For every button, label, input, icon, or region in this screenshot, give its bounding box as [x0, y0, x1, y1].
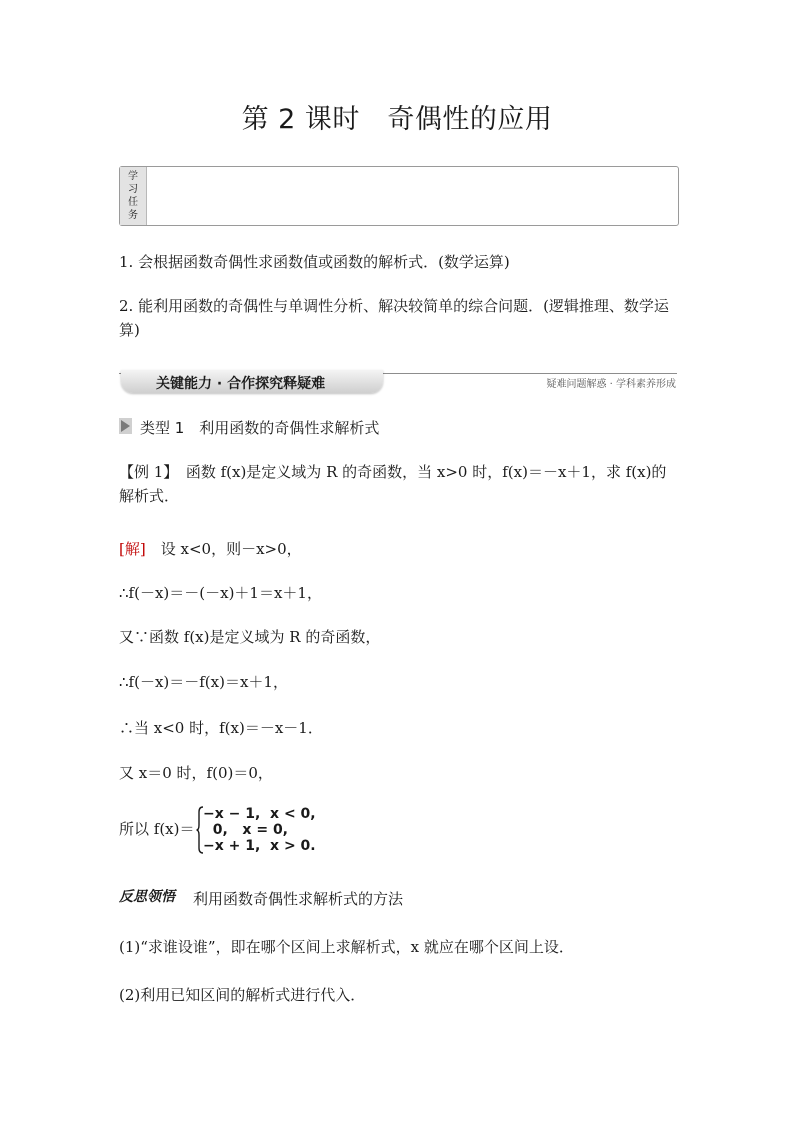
play-icon — [121, 420, 130, 432]
solution-line-3: 又∵函数 f(x)是定义域为 R 的奇函数， — [119, 628, 381, 646]
learning-task-box — [119, 166, 679, 226]
piecewise-prefix: 所以 f(x)＝ — [119, 820, 195, 838]
case-2: 0, x = 0, — [203, 822, 288, 838]
solution-line-2: ∴f(－x)＝－(－x)＋1＝x＋1， — [119, 584, 322, 602]
learning-task-label: 学习任务 — [120, 167, 147, 225]
task-item-1: 1. 会根据函数奇偶性求函数值或函数的解析式．(数学运算) — [119, 253, 510, 271]
solution-line-1 — [119, 537, 677, 561]
solution-line-4: ∴f(－x)＝－f(x)＝x＋1， — [119, 673, 288, 691]
page-title: 第 2 课时 奇偶性的应用 — [241, 104, 553, 135]
case-3: −x + 1, x > 0. — [203, 838, 316, 854]
piecewise-cases — [203, 806, 316, 854]
solution-label: [解] — [119, 540, 146, 558]
example-label: 【例 1】 — [119, 463, 171, 481]
example-text: 函数 f(x)是定义域为 R 的奇函数，当 x>0 时，f(x)＝－x＋1，求 f(x)的解析式． — [119, 463, 667, 505]
example-1 — [119, 460, 677, 508]
type-1-title: 类型 1 利用函数的奇偶性求解析式 — [140, 419, 380, 437]
reflection-item-2: (2)利用已知区间的解析式进行代入． — [119, 986, 366, 1004]
task-item-2: 2. 能利用函数的奇偶性与单调性分析、解决较简单的综合问题．(逻辑推理、数学运算) — [119, 297, 669, 339]
reflection-label: 反思领悟 — [119, 889, 175, 905]
solution-text-1: 设 x<0，则－x>0， — [160, 540, 302, 558]
section-banner-text: 关键能力 · 合作探究释疑难 — [156, 376, 326, 392]
reflection-item-1: (1)“求谁设谁”，即在哪个区间上求解析式，x 就应在哪个区间上设． — [119, 938, 574, 956]
case-1: −x − 1, x < 0, — [203, 806, 316, 822]
solution-line-6: 又 x＝0 时，f(0)＝0， — [119, 764, 273, 782]
solution-line-5: ∴当 x<0 时，f(x)＝－x－1． — [119, 719, 323, 737]
section-banner — [121, 370, 383, 393]
section-subtitle: 疑难问题解惑 · 学科素养形成 — [546, 379, 676, 390]
reflection-title: 利用函数奇偶性求解析式的方法 — [193, 890, 404, 908]
